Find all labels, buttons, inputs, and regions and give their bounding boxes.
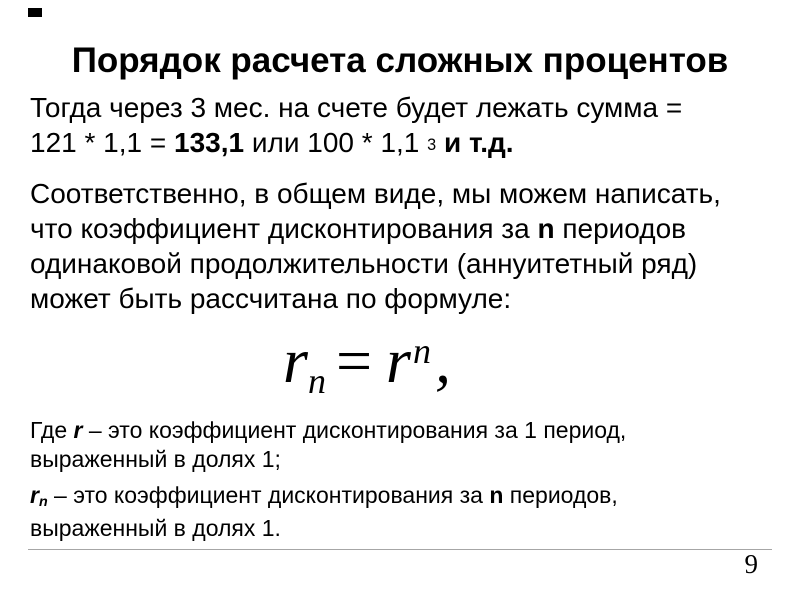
paragraph-definition-rn: rn – это коэффициент дисконтирования за n периодов, выраженный в долях 1. bbox=[30, 482, 618, 541]
page-number: 9 bbox=[744, 549, 758, 579]
formula-rhs-exponent: n bbox=[412, 331, 431, 372]
formula-lhs-base: r bbox=[283, 325, 308, 396]
formula-equals-sign: = bbox=[335, 325, 373, 396]
formula-lhs-subscript: n bbox=[307, 360, 326, 401]
slide-title: Порядок расчета сложных процентов bbox=[71, 41, 729, 80]
formula-rn-equals-r-power-n bbox=[283, 318, 451, 413]
formula-block bbox=[0, 318, 800, 408]
paragraph-definition-r: Где r – это коэффициент дисконтирования за 1 период, выраженный в долях 1; bbox=[30, 417, 627, 472]
formula-trailing-comma: , bbox=[434, 325, 451, 396]
paragraph-compound-example: Тогда через 3 мес. на счете будет лежать сумма = 121 * 1,1 = 133,1 или 100 * 1,1 3 и т.д. bbox=[30, 92, 683, 158]
footer-divider-line bbox=[28, 549, 772, 550]
corner-mark bbox=[28, 8, 42, 17]
paragraph-general-form: Соответственно, в общем виде, мы можем написать, что коэффициент дисконтирования за n периодов одинаковой продолжительности (аннуитетный ряд) может быть рассчитана по формуле: bbox=[30, 178, 721, 314]
formula-rhs-base: r bbox=[386, 325, 411, 396]
